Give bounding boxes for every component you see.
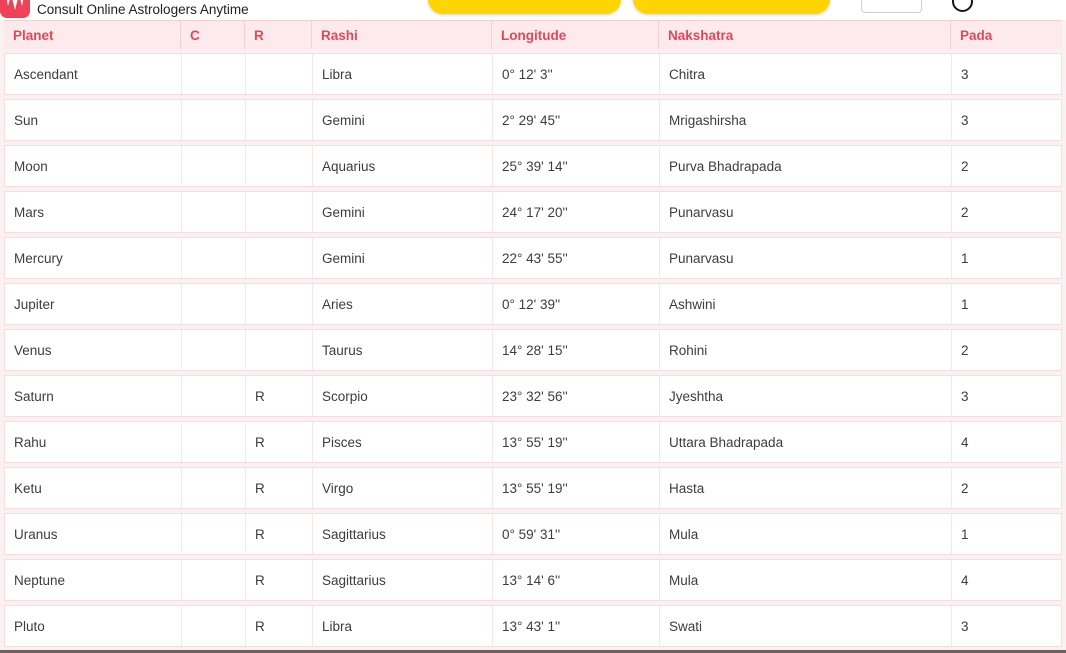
cell-longitude: 25° 39' 14'' (493, 146, 660, 186)
profile-icon[interactable] (952, 0, 973, 12)
cell-c (182, 192, 246, 232)
table-row (4, 237, 1062, 279)
cell-longitude: 13° 43' 1'' (493, 606, 660, 646)
cell-pada: 1 (961, 250, 969, 266)
column-header-c: C (181, 21, 245, 49)
cell-planet: Rahu (5, 422, 182, 462)
topbar-cta-button-left[interactable] (428, 0, 621, 14)
cell-rashi: Scorpio (313, 376, 493, 416)
cell-r (246, 100, 313, 140)
cell-planet: Saturn (5, 376, 182, 416)
table-body (4, 53, 1062, 647)
cell-nakshatra: Hasta (660, 468, 952, 508)
cell-longitude: 0° 12' 3'' (493, 54, 660, 94)
cell-nakshatra: Ashwini (660, 284, 952, 324)
cell-longitude: 14° 28' 15'' (493, 330, 660, 370)
cell-longitude: 2° 29' 45'' (493, 100, 660, 140)
cell-planet: Sun (5, 100, 182, 140)
cell-planet: Neptune (5, 560, 182, 600)
cell-rashi: Taurus (313, 330, 493, 370)
cell-longitude: 13° 14' 6'' (493, 560, 660, 600)
cell-longitude: 0° 12' 39'' (493, 284, 660, 324)
column-header-r: R (245, 21, 312, 49)
cell-planet: Mercury (5, 238, 182, 278)
cell-nakshatra: Jyeshtha (660, 376, 952, 416)
cell-r (246, 146, 313, 186)
cell-c (182, 606, 246, 646)
cell-nakshatra: Purva Bhadrapada (660, 146, 952, 186)
cell-r (246, 54, 313, 94)
cell-pada: 1 (961, 526, 969, 542)
cell-rashi: Gemini (313, 100, 493, 140)
cell-longitude: 23° 32' 56'' (493, 376, 660, 416)
cell-longitude: 13° 55' 19'' (493, 422, 660, 462)
cell-nakshatra: Uttara Bhadrapada (660, 422, 952, 462)
table-row (4, 375, 1062, 417)
table-row (4, 283, 1062, 325)
cell-planet: Mars (5, 192, 182, 232)
planetary-positions-table (0, 20, 1066, 653)
cell-r: R (246, 422, 313, 462)
cell-c (182, 422, 246, 462)
cell-r (246, 284, 313, 324)
table-row (4, 421, 1062, 463)
cell-planet: Ascendant (5, 54, 182, 94)
cell-c (182, 330, 246, 370)
table-row (4, 605, 1062, 647)
cell-c (182, 146, 246, 186)
cell-c (182, 100, 246, 140)
cell-planet: Ketu (5, 468, 182, 508)
cell-pada: 1 (961, 296, 969, 312)
cell-rashi: Gemini (313, 192, 493, 232)
cell-r: R (246, 376, 313, 416)
cell-pada: 3 (961, 112, 969, 128)
language-selector-box[interactable] (861, 0, 922, 13)
cell-planet: Moon (5, 146, 182, 186)
cell-pada: 2 (961, 158, 969, 174)
column-header-rashi: Rashi (312, 21, 492, 49)
cell-planet: Jupiter (5, 284, 182, 324)
table-row (4, 329, 1062, 371)
cell-r (246, 192, 313, 232)
table-row (4, 559, 1062, 601)
column-header-planet: Planet (4, 21, 181, 49)
cell-planet: Uranus (5, 514, 182, 554)
cell-longitude: 13° 55' 19'' (493, 468, 660, 508)
cell-pada: 2 (961, 480, 969, 496)
column-header-pada: Pada (960, 27, 993, 43)
cell-pada: 2 (961, 342, 969, 358)
cell-pada: 3 (961, 66, 969, 82)
topbar-cta-button-right[interactable] (633, 0, 830, 14)
cell-rashi: Aries (313, 284, 493, 324)
column-header-longitude: Longitude (492, 21, 659, 49)
cell-r: R (246, 560, 313, 600)
table-row (4, 513, 1062, 555)
table-row (4, 99, 1062, 141)
cell-c (182, 284, 246, 324)
cell-nakshatra: Mula (660, 560, 952, 600)
table-row (4, 191, 1062, 233)
cell-pada: 4 (961, 434, 969, 450)
table-row (4, 53, 1062, 95)
column-header-nakshatra: Nakshatra (659, 21, 951, 49)
cell-nakshatra: Chitra (660, 54, 952, 94)
top-navigation-bar (0, 0, 1066, 20)
cell-nakshatra: Mula (660, 514, 952, 554)
cell-nakshatra: Swati (660, 606, 952, 646)
cell-rashi: Gemini (313, 238, 493, 278)
cell-nakshatra: Rohini (660, 330, 952, 370)
cell-c (182, 376, 246, 416)
cell-r (246, 330, 313, 370)
cell-rashi: Pisces (313, 422, 493, 462)
cell-c (182, 468, 246, 508)
cell-rashi: Libra (313, 606, 493, 646)
cell-c (182, 54, 246, 94)
cell-r (246, 238, 313, 278)
cell-rashi: Sagittarius (313, 514, 493, 554)
cell-nakshatra: Punarvasu (660, 192, 952, 232)
cell-c (182, 238, 246, 278)
cell-pada: 3 (961, 388, 969, 404)
cell-rashi: Virgo (313, 468, 493, 508)
cell-pada: 4 (961, 572, 969, 588)
cell-nakshatra: Punarvasu (660, 238, 952, 278)
tagline-text: Consult Online Astrologers Anytime (37, 2, 249, 17)
cell-pada: 3 (961, 618, 969, 634)
cell-rashi: Sagittarius (313, 560, 493, 600)
cell-longitude: 24° 17' 20'' (493, 192, 660, 232)
cell-c (182, 560, 246, 600)
cell-r: R (246, 606, 313, 646)
cell-r: R (246, 514, 313, 554)
cell-nakshatra: Mrigashirsha (660, 100, 952, 140)
cell-rashi: Libra (313, 54, 493, 94)
cell-rashi: Aquarius (313, 146, 493, 186)
table-row (4, 467, 1062, 509)
cell-c (182, 514, 246, 554)
cell-planet: Pluto (5, 606, 182, 646)
brand-logo-icon (0, 0, 30, 18)
cell-r: R (246, 468, 313, 508)
table-header-row (4, 20, 1062, 49)
cell-longitude: 0° 59' 31'' (493, 514, 660, 554)
cell-planet: Venus (5, 330, 182, 370)
table-row (4, 145, 1062, 187)
cell-pada: 2 (961, 204, 969, 220)
cell-longitude: 22° 43' 55'' (493, 238, 660, 278)
